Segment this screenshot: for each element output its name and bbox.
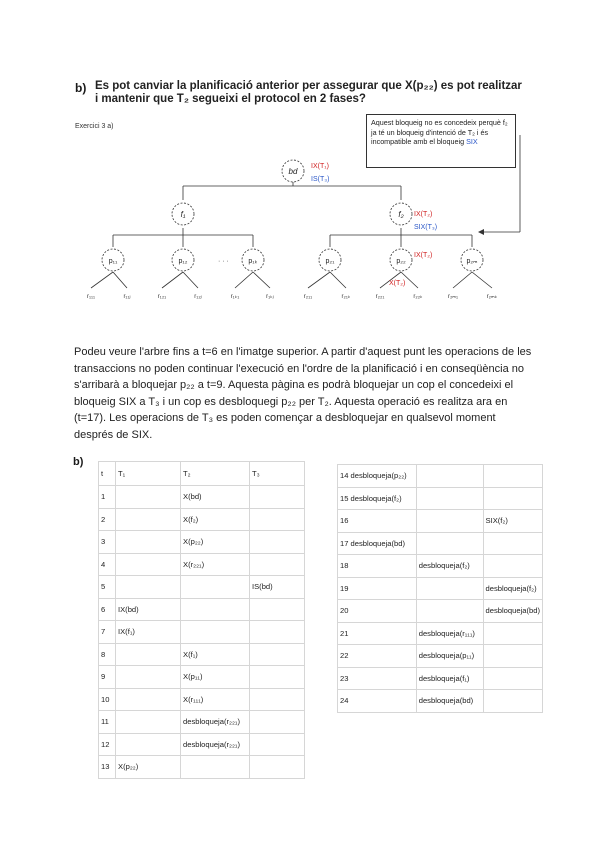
- p22-lock: IX(T₂): [414, 252, 433, 259]
- table-cell: 8: [99, 643, 116, 666]
- table-cell: [116, 531, 181, 554]
- table-row: [99, 531, 305, 554]
- table-cell: [483, 555, 542, 578]
- table-row: [338, 532, 543, 555]
- table-cell: 12: [99, 733, 116, 756]
- page-ellipsis: · · ·: [218, 258, 229, 265]
- question-label: b): [75, 81, 87, 95]
- table-cell: [250, 598, 305, 621]
- table-row: [99, 666, 305, 689]
- table-row: [338, 600, 543, 623]
- record-label: r₂₂₁: [375, 294, 385, 300]
- table-cell: desbloqueja(r₁₁₁): [416, 622, 483, 645]
- table-cell: [116, 666, 181, 689]
- table-cell: T₁: [116, 462, 181, 486]
- table-cell: 23: [338, 667, 417, 690]
- table-cell: [483, 667, 542, 690]
- note-text: Aquest bloqueig no es concedeix perquè f₂ ja té un bloqueig d'intenció de T₂ i és incompatible amb el bloqueig: [371, 118, 508, 146]
- record-label: r₁₁ⱼ: [123, 294, 131, 300]
- table-row: [99, 711, 305, 734]
- table-cell: [116, 553, 181, 576]
- f2-lock-ix: IX(T₂): [414, 211, 433, 218]
- table-cell: 24: [338, 690, 417, 713]
- table-cell: X(r₁₁₁): [181, 688, 250, 711]
- table-cell: 6: [99, 598, 116, 621]
- table-row: [99, 598, 305, 621]
- r221-lock: X(T₂): [389, 280, 406, 287]
- table-row: [99, 553, 305, 576]
- table-cell: [416, 487, 483, 510]
- table-row: [338, 622, 543, 645]
- table-row: [99, 621, 305, 644]
- table-cell: X(p₁₁): [181, 666, 250, 689]
- table-cell: X(p₂₂): [116, 756, 181, 779]
- table-cell: 3: [99, 531, 116, 554]
- table-row: [338, 487, 543, 510]
- record-label: r₂₁₁: [303, 294, 313, 300]
- table-row: [99, 486, 305, 509]
- page-p12: p₁₂: [178, 258, 188, 265]
- table-cell: 17 desbloqueja(bd): [338, 532, 417, 555]
- table-cell: 5: [99, 576, 116, 599]
- table-cell: [116, 733, 181, 756]
- table-cell: 2: [99, 508, 116, 531]
- page-p2m: p₂ₘ: [466, 258, 478, 265]
- table-cell: X(r₂₂₁): [181, 553, 250, 576]
- table-cell: [250, 553, 305, 576]
- table-cell: [181, 598, 250, 621]
- table-row: [338, 465, 543, 488]
- table-cell: [483, 487, 542, 510]
- table-cell: 13: [99, 756, 116, 779]
- table-header-row: [99, 462, 305, 486]
- table-cell: [181, 756, 250, 779]
- table-cell: t: [99, 462, 116, 486]
- table-cell: 1: [99, 486, 116, 509]
- table-row: [99, 508, 305, 531]
- table-cell: [250, 486, 305, 509]
- table-cell: [116, 576, 181, 599]
- record-label: r₂₁ₖ: [341, 294, 351, 300]
- table-cell: [483, 690, 542, 713]
- table-cell: desbloqueja(r₂₂₁): [181, 711, 250, 734]
- page-p11: p₁₁: [108, 258, 118, 265]
- table-cell: 9: [99, 666, 116, 689]
- root-lock-ix: IX(T₁): [311, 163, 329, 170]
- explanation-paragraph: Podeu veure l'arbre fins a t=6 en l'imatge superior. A partir d'aquest punt les operacions de les transaccions no poden continuar l'execució en l'ordre de la planificació i en conseqüència no s'arribarà a bloquejar p₂₂ a t=9. Aquesta pàgina es podrà bloquejar un cop el concedeixi el bloqueig SIX a T₃ i un cop es desbloquegi p₂₂ per T₂. Aquesta operació es realitza ara en (t=17). Les operacions de T₃ es poden començar a desbloquejar en qualsevol moment després de SIX.: [74, 346, 532, 441]
- table-cell: [416, 465, 483, 488]
- table-cell: [181, 576, 250, 599]
- table-cell: [250, 643, 305, 666]
- record-label: r₁ₖ₁: [230, 294, 240, 300]
- table-row: [338, 510, 543, 533]
- table-cell: IS(bd): [250, 576, 305, 599]
- table-row: [338, 690, 543, 713]
- table-cell: [483, 465, 542, 488]
- record-label: r₁ₖⱼ: [266, 294, 274, 300]
- table-cell: SIX(f₂): [483, 510, 542, 533]
- table-row: [99, 756, 305, 779]
- table-cell: [416, 600, 483, 623]
- table-cell: IX(f₁): [116, 621, 181, 644]
- record-label: r₁₂ⱼ: [194, 294, 202, 300]
- table-cell: desbloqueja(f₂): [416, 555, 483, 578]
- table-cell: 18: [338, 555, 417, 578]
- table-cell: desbloqueja(r₂₂₁): [181, 733, 250, 756]
- table-cell: X(f₂): [181, 508, 250, 531]
- table-cell: 11: [99, 711, 116, 734]
- table-cell: desbloqueja(bd): [416, 690, 483, 713]
- table-row: [338, 577, 543, 600]
- table-cell: [416, 510, 483, 533]
- table-cell: 7: [99, 621, 116, 644]
- tree-edges: [91, 135, 520, 288]
- table-cell: 22: [338, 645, 417, 668]
- table-cell: X(bd): [181, 486, 250, 509]
- table-cell: desbloqueja(f₁): [416, 667, 483, 690]
- table-cell: [250, 531, 305, 554]
- table-row: [338, 645, 543, 668]
- table-cell: 16: [338, 510, 417, 533]
- table-cell: desbloqueja(bd): [483, 600, 542, 623]
- table-row: [338, 667, 543, 690]
- table-cell: [483, 532, 542, 555]
- table-cell: desbloqueja(p₁₁): [416, 645, 483, 668]
- table-cell: 14 desbloqueja(p₂₂): [338, 465, 417, 488]
- record-label: r₁₁₁: [86, 294, 96, 300]
- question-text: Es pot canviar la planificació anterior per assegurar que X(p₂₂) es pot realitzar i mantenir que T₂ segueixi el protocol en 2 fases?: [95, 80, 522, 105]
- f2-lock-six: SIX(T₃): [414, 224, 438, 231]
- root-label: bd: [288, 167, 298, 176]
- table-cell: [181, 621, 250, 644]
- root-lock-is: IS(T₃): [311, 176, 330, 183]
- table-cell: [116, 486, 181, 509]
- table-cell: 20: [338, 600, 417, 623]
- table-cell: [250, 756, 305, 779]
- record-label: r₁₂₁: [157, 294, 167, 300]
- page-p22: p₂₂: [396, 258, 406, 265]
- lock-hierarchy-tree: [0, 0, 600, 320]
- table-cell: [250, 508, 305, 531]
- table-cell: T₂: [181, 462, 250, 486]
- page-p1k: p₁ₖ: [248, 258, 258, 265]
- record-label: r₂ₘₖ: [486, 294, 498, 300]
- record-label: r₂ₘ₁: [447, 294, 459, 300]
- f1-label: f₁: [180, 210, 186, 219]
- table-cell: IX(bd): [116, 598, 181, 621]
- table-cell: [116, 508, 181, 531]
- table-cell: T₃: [250, 462, 305, 486]
- table-cell: desbloqueja(f₂): [483, 577, 542, 600]
- table-cell: 10: [99, 688, 116, 711]
- page-p21: p₂₁: [325, 258, 335, 265]
- f2-label: f₂: [398, 210, 404, 219]
- table-cell: [483, 645, 542, 668]
- table-row: [99, 576, 305, 599]
- table-cell: X(p₂₂): [181, 531, 250, 554]
- table-cell: [416, 532, 483, 555]
- record-label: r₂₂ₖ: [413, 294, 423, 300]
- table-cell: [250, 688, 305, 711]
- table-cell: [250, 711, 305, 734]
- table-row: [338, 555, 543, 578]
- table-row: [99, 733, 305, 756]
- table-cell: [250, 621, 305, 644]
- table-cell: [250, 733, 305, 756]
- table-cell: 4: [99, 553, 116, 576]
- table-row: [99, 688, 305, 711]
- table-row: [99, 643, 305, 666]
- table-cell: [416, 577, 483, 600]
- schedule-table-right: [337, 464, 543, 713]
- exercise-label: Exercici 3 a): [75, 123, 114, 130]
- table-cell: 19: [338, 577, 417, 600]
- part-b-label: b): [73, 456, 84, 468]
- table-cell: [250, 666, 305, 689]
- table-cell: 21: [338, 622, 417, 645]
- table-cell: 15 desbloqueja(f₂): [338, 487, 417, 510]
- schedule-table-left: [98, 461, 305, 779]
- table-cell: [116, 688, 181, 711]
- table-cell: [116, 711, 181, 734]
- table-cell: [483, 622, 542, 645]
- table-cell: X(f₁): [181, 643, 250, 666]
- note-highlight: SIX: [466, 137, 478, 146]
- arrow-head-icon: [478, 229, 484, 235]
- table-cell: [116, 643, 181, 666]
